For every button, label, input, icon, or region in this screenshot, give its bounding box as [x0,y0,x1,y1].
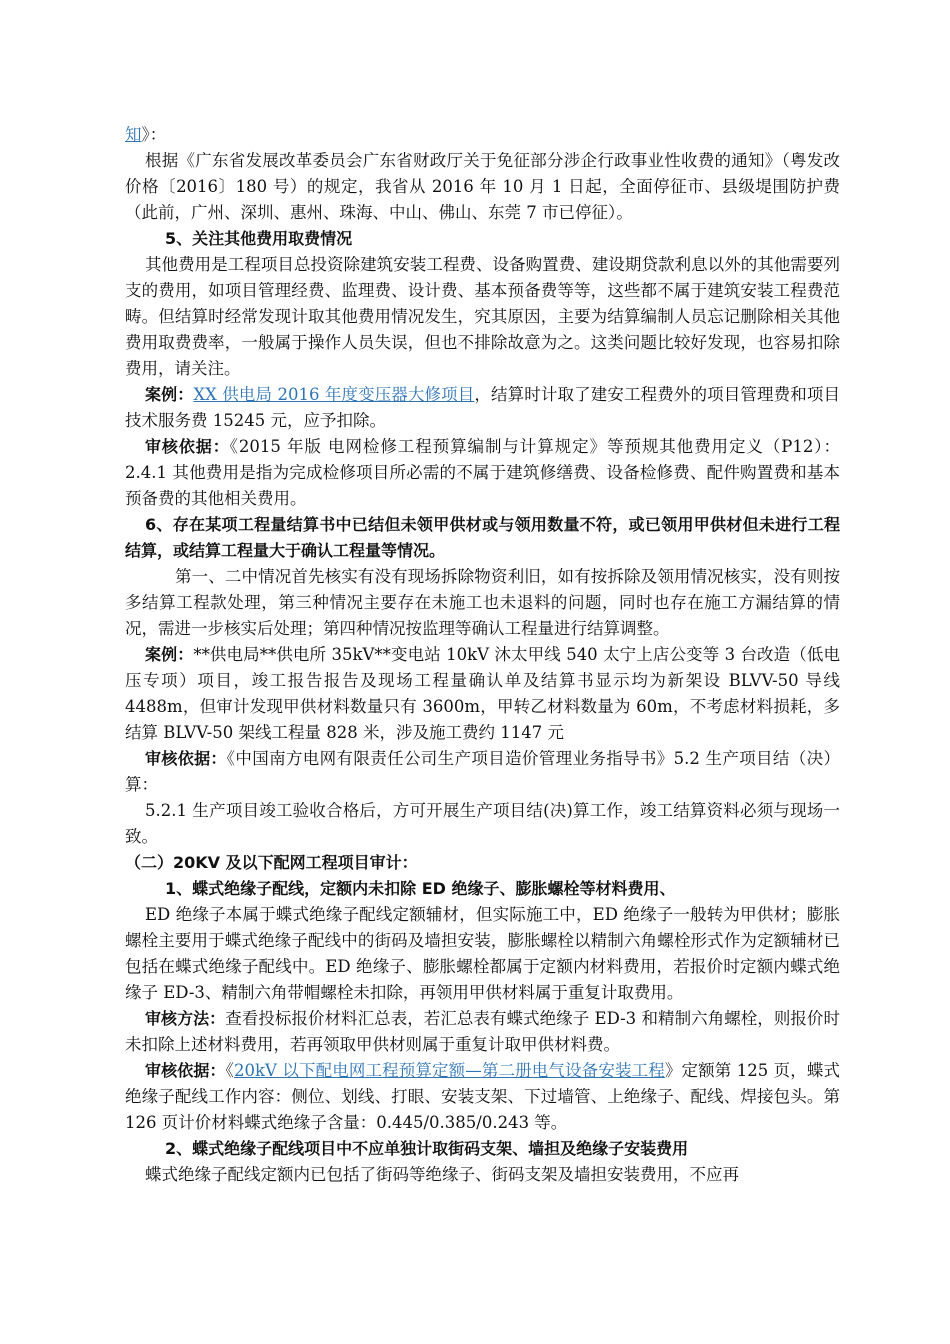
section-heading: 2、蝶式绝缘子配线项目中不应单独计取街码支架、墙担及绝缘子安装费用 [165,1139,689,1158]
method-paragraph: 审核方法：查看投标报价材料汇总表，若汇总表有蝶式绝缘子 ED-3 和精制六角螺栓，则报价时未扣除上述材料费用，若再领取甲供材则属于重复计取甲供材料费。 [125,1009,840,1054]
case-label: 案例： [145,385,194,404]
section-heading: 6、存在某项工程量结算书中已结但未领甲供材或与领用数量不符，或已领用甲供材但未进行工程结算，或结算工程量大于确认工程量等情况。 [125,515,840,560]
section-heading: 1、蝶式绝缘子配线，定额内未扣除 ED 绝缘子、膨胀螺栓等材料费用、 [165,879,676,898]
paragraph: 蝶式绝缘子配线定额内已包括了街码等绝缘子、街码支架及墙担安装费用，不应再 [145,1165,739,1184]
paragraph-continuation: 知》： [125,125,167,144]
project-link[interactable]: XX 供电局 2016 年度变压器大修项目 [193,385,475,404]
document-page [125,122,840,1188]
basis-paragraph: 审核依据：《20kV 以下配电网工程预算定额—第二册电气设备安装工程》定额第 125 页，蝶式绝缘子配线工作内容：侧位、划线、打眼、安装支架、下过墙管、上绝缘子、配线、焊接包头。第 126 页计价材料蝶式绝缘子含量：0.445/0.385/0.243 等。 [125,1061,841,1132]
case-paragraph: 案例：**供电局**供电所 35kV**变电站 10kV 沐太甲线 540 太宁上店公变等 3 台改造（低电压专项）项目，竣工报告报告及现场工程量确认单及结算书显示均为新架设 BLVV-50 导线 4488m，但审计发现甲供材料数量只有 3600m，甲转乙材料数量为 60m，不考虑材料损耗，多结算 BLVV-50 架线工程量 828 米，涉及施工费约 1147 元 [125,645,840,742]
quota-link[interactable]: 20kV 以下配电网工程预算定额—第二册电气设备安装工程 [234,1061,665,1080]
section-heading: 5、关注其他费用取费情况 [165,229,353,248]
paragraph: ED 绝缘子本属于蝶式绝缘子配线定额辅材，但实际施工中，ED 绝缘子一般转为甲供材；膨胀螺栓主要用于蝶式绝缘子配线中的街码及墙担安装，膨胀螺栓以精制六角螺栓形式作为定额辅材已包括在蝶式绝缘子配线中。ED 绝缘子、膨胀螺栓都属于定额内材料费用，若报价时定额内蝶式绝缘子 ED-3、精制六角带帽螺栓未扣除，再领用甲供材料属于重复计取费用。 [125,905,840,1002]
basis-label: 审核依据： [145,437,230,456]
case-label: 案例： [145,645,194,664]
basis-label: 审核依据： [145,749,227,768]
paragraph: 根据《广东省发展改革委员会广东省财政厅关于免征部分涉企行政事业性收费的通知》（粤发改价格〔2016〕180 号）的规定，我省从 2016 年 10 月 1 日起，全面停征市、县级堤围防护费（此前，广州、深圳、惠州、珠海、中山、佛山、东莞 7 市已停征）。 [125,151,840,222]
basis-paragraph: 审核依据：《2015 年版 电网检修工程预算编制与计算规定》等预规其他费用定义（P12）：2.4.1 其他费用是指为完成检修项目所必需的不属于建筑修缮费、设备检修费、配件购置费和基本预备费的其他相关费用。 [125,437,840,508]
paragraph: 其他费用是工程项目总投资除建筑安装工程费、设备购置费、建设期贷款利息以外的其他需要列支的费用，如项目管理经费、监理费、设计费、基本预备费等等，这些都不属于建筑安装工程费范畴。但结算时经常发现计取其他费用情况发生，究其原因，主要为结算编制人员忘记删除相关其他费用取费费率，一般属于操作人员失误，但也不排除故意为之。这类问题比较好发现，也容易扣除费用，请关注。 [125,255,840,378]
paragraph: 5.2.1 生产项目竣工验收合格后，方可开展生产项目结(决)算工作，竣工结算资料必须与现场一致。 [125,801,840,846]
basis-label: 审核依据： [145,1061,226,1080]
document-link[interactable]: 知 [125,125,142,144]
basis-paragraph: 审核依据：《中国南方电网有限责任公司生产项目造价管理业务指导书》5.2 生产项目结（决）算： [125,749,840,794]
section-heading: （二）20KV 及以下配网工程项目审计： [125,853,418,872]
method-label: 审核方法： [145,1009,226,1028]
case-paragraph: 案例：XX 供电局 2016 年度变压器大修项目，结算时计取了建安工程费外的项目管理费和项目技术服务费 15245 元，应予扣除。 [125,385,840,430]
paragraph: 第一、二中情况首先核实有没有现场拆除物资利旧，如有按拆除及领用情况核实，没有则按多结算工程款处理，第三种情况主要存在未施工也未退料的问题，同时也存在施工方漏结算的情况，需进一步核实后处理；第四种情况按监理等确认工程量进行结算调整。 [125,567,840,638]
